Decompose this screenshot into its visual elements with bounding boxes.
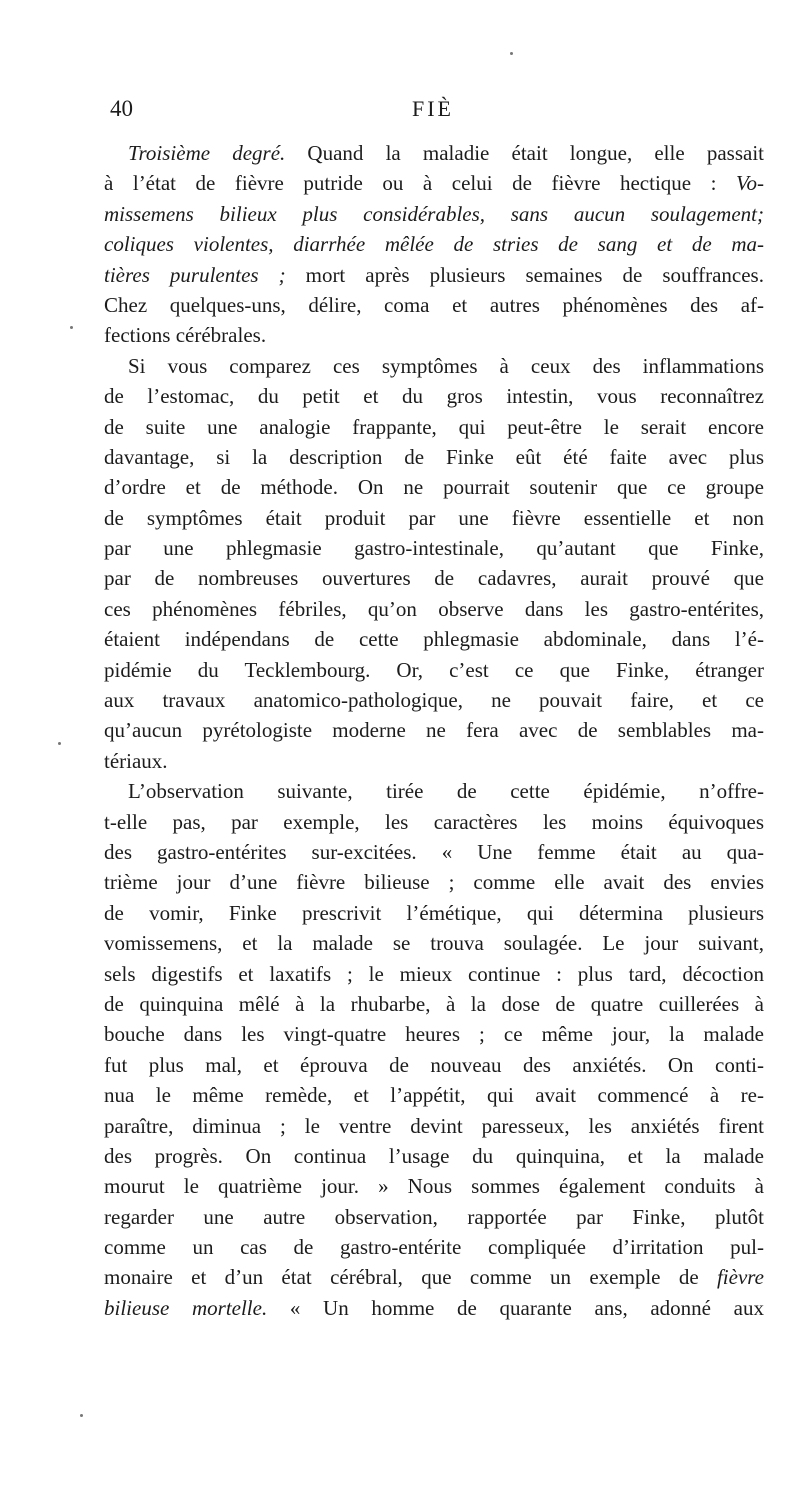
text-segment: fut plus mal, et éprouva de nouveau des anxiétés. On conti-: [104, 1052, 764, 1077]
text-segment: par de nombreuses ouvertures de cadavres, aurait prouvé que: [104, 566, 764, 591]
text-line: [104, 867, 764, 897]
text-segment: nua le même remède, et l’appétit, qui avait commencé à re-: [104, 1083, 764, 1108]
text-line: [104, 1262, 764, 1292]
italic-text: bilieuse mortelle.: [104, 1295, 268, 1320]
text-line: [104, 685, 764, 715]
italic-text: fièvre: [716, 1265, 764, 1290]
text-segment: regarder une autre observation, rapportée par Finke, plutôt: [104, 1204, 764, 1229]
text-line: [104, 837, 764, 867]
text-segment: paraître, diminua ; le ventre devint paresseux, les anxiétés firent: [104, 1113, 764, 1138]
text-line: [104, 381, 764, 411]
text-line: [104, 1293, 764, 1323]
text-segment: aux travaux anatomico-pathologique, ne pouvait faire, et ce: [104, 688, 764, 713]
italic-text: missemens bilieux plus considérables, sans aucun soulagement;: [104, 201, 764, 226]
text-segment: comme un cas de gastro-entérite compliquée d’irritation pul-: [104, 1235, 764, 1260]
text-segment: bouche dans les vingt-quatre heures ; ce même jour, la malade: [104, 1022, 764, 1047]
text-segment: des progrès. On continua l’usage du quinquina, et la malade: [104, 1143, 764, 1168]
running-head: FIÈ: [412, 96, 454, 121]
text-line: [104, 807, 764, 837]
text-segment: d’ordre et de méthode. On ne pourrait soutenir que ce groupe: [104, 475, 764, 500]
italic-text: tières purulentes ;: [104, 262, 286, 287]
text-line: [104, 229, 764, 259]
text-line: [104, 959, 764, 989]
text-segment: Quand la maladie était longue, elle passait: [285, 141, 764, 165]
text-line: [104, 1050, 764, 1080]
text-line: [104, 563, 764, 593]
page-number: 40: [110, 96, 133, 121]
text-line: [104, 412, 764, 442]
text-line: [104, 898, 764, 928]
text-segment: t-elle pas, par exemple, les caractères les moins équivoques: [104, 809, 764, 834]
text-segment: davantage, si la description de Finke eût été faite avec plus: [104, 444, 764, 469]
text-line: [104, 594, 764, 624]
text-segment: Si vous comparez ces symptômes à ceux des inflammations: [128, 353, 764, 378]
text-segment: à l’état de fièvre putride ou à celui de fièvre hectique :: [104, 171, 736, 196]
text-line: [104, 1232, 764, 1262]
text-segment: qu’aucun pyrétologiste moderne ne fera avec de semblables ma-: [104, 718, 764, 743]
text-line: [104, 503, 764, 533]
text-line: [104, 533, 764, 563]
text-segment: tériaux.: [104, 748, 168, 773]
page-header: [110, 96, 770, 132]
text-segment: étaient indépendans de cette phlegmasie abdominale, dans l’é-: [104, 627, 764, 652]
text-segment: par une phlegmasie gastro-intestinale, qu’autant que Finke,: [104, 536, 764, 561]
text-segment: mourut le quatrième jour. » Nous sommes également conduits à: [104, 1174, 764, 1199]
text-line: [104, 624, 764, 654]
text-line: [104, 290, 764, 320]
italic-text: coliques violentes, diarrhée mêlée de stries de sang et de ma-: [104, 232, 764, 257]
text-line: [104, 168, 764, 198]
text-line: [104, 260, 764, 290]
text-segment: de symptômes était produit par une fièvre essentielle et non: [104, 505, 764, 530]
text-segment: de quinquina mêlé à la rhubarbe, à la dose de quatre cuillerées à: [104, 991, 764, 1016]
print-speck: [80, 1414, 83, 1417]
text-segment: des gastro-entérites sur-excitées. « Une femme était au qua-: [104, 839, 764, 864]
text-line: [104, 1141, 764, 1171]
text-line: [104, 199, 764, 229]
text-segment: de vomir, Finke prescrivit l’émétique, qui détermina plusieurs: [104, 900, 764, 925]
text-line: [104, 1019, 764, 1049]
text-line: [104, 138, 764, 168]
text-line: [104, 1080, 764, 1110]
print-speck: [70, 326, 73, 329]
text-line: [104, 442, 764, 472]
text-segment: mort après plusieurs semaines de souffrances.: [285, 262, 764, 287]
text-segment: fections cérébrales.: [104, 323, 267, 348]
text-line: [104, 989, 764, 1019]
text-segment: monaire et d’un état cérébral, que comme un exemple de: [104, 1265, 717, 1290]
text-line: [104, 320, 764, 350]
text-line: [104, 472, 764, 502]
body-text: [104, 138, 764, 1323]
text-segment: « Un homme de quarante ans, adonné aux: [267, 1295, 764, 1320]
text-line: [104, 351, 764, 381]
text-line: [104, 746, 764, 776]
text-segment: vomissemens, et la malade se trouva soulagée. Le jour suivant,: [104, 931, 764, 956]
print-speck: [58, 742, 61, 745]
text-line: [104, 715, 764, 745]
text-segment: ces phénomènes fébriles, qu’on observe dans les gastro-entérites,: [104, 596, 764, 621]
print-speck: [510, 52, 513, 55]
italic-text: Troisième degré.: [128, 141, 286, 165]
text-segment: trième jour d’une fièvre bilieuse ; comme elle avait des envies: [104, 870, 764, 895]
text-line: [104, 1202, 764, 1232]
text-line: [104, 1111, 764, 1141]
text-segment: sels digestifs et laxatifs ; le mieux continue : plus tard, décoction: [104, 961, 764, 986]
text-line: [104, 655, 764, 685]
text-segment: de l’estomac, du petit et du gros intestin, vous reconnaîtrez: [104, 384, 764, 409]
text-line: [104, 928, 764, 958]
text-segment: Chez quelques-uns, délire, coma et autres phénomènes des af-: [104, 292, 764, 317]
text-segment: L’observation suivante, tirée de cette épidémie, n’offre-: [128, 779, 764, 804]
text-segment: de suite une analogie frappante, qui peut-être le serait encore: [104, 414, 764, 439]
text-segment: pidémie du Tecklembourg. Or, c’est ce que Finke, étranger: [104, 657, 764, 682]
text-line: [104, 776, 764, 806]
italic-text: Vo-: [736, 171, 764, 196]
text-line: [104, 1171, 764, 1201]
